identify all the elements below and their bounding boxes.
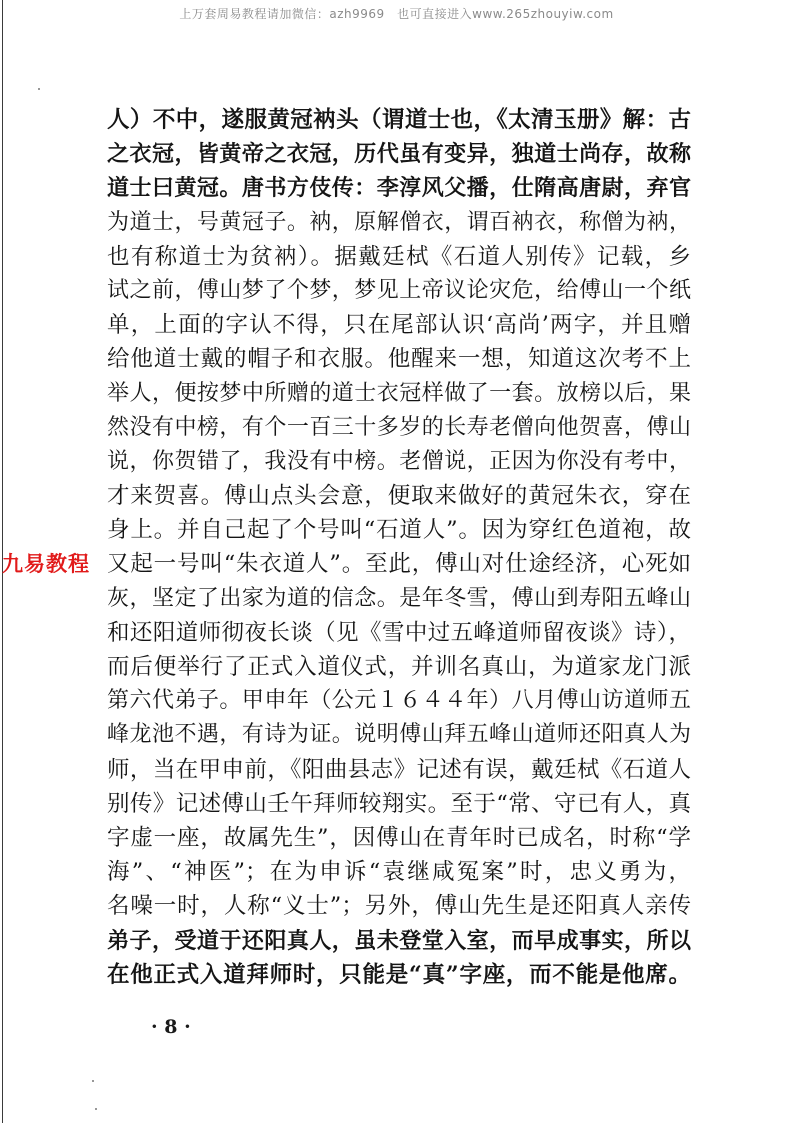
watermark-label: 九易教程	[2, 552, 90, 576]
text-line: 别传》记述傅山壬午拜师较翔实。至于“常、守已有人，真	[107, 790, 691, 817]
header-note: 上万套周易教程请加微信：azh9969 也可直接进入www.265zhouyiw.com	[179, 7, 614, 21]
text-line: 灰，坚定了出家为道的信念。是年冬雪，傅山到寿阳五峰山	[107, 585, 691, 611]
text-line: 峰龙池不遇，有诗为证。说明傅山拜五峰山道师还阳真人为	[107, 722, 691, 748]
text-line: 而后便举行了正式入道仪式，并训名真山，为道家龙门派	[107, 654, 691, 680]
text-line: 弟子，受道于还阳真人，虽未登堂入室，而早成事实，所以	[107, 927, 691, 954]
text-line: 也有称道士为贫衲）。据戴廷栻《石道人别传》记载，乡	[107, 243, 691, 270]
text-line: 才来贺喜。傅山点头会意，便取来做好的黄冠朱衣，穿在	[107, 483, 691, 510]
scan-speck	[95, 1108, 97, 1110]
text-line: 给他道士戴的帽子和衣服。他醒来一想，知道这次考不上	[107, 346, 691, 373]
text-line: 名噪一时，人称“义士”；另外，傅山先生是还阳真人亲传	[107, 893, 691, 920]
text-line: 单，上面的字认不得，只在尾部认识‘高尚’两字，并且赠	[107, 312, 691, 339]
text-line: 字虚一座，故属先生”，因傅山在青年时已成名，时称“学	[107, 824, 691, 851]
text-line: 海”、“神医”；在为申诉“袁继咸冤案”时，忠义勇为，	[107, 859, 691, 886]
text-line: 试之前，傅山梦了个梦，梦见上帝议论灾危，给傅山一个纸	[107, 277, 691, 303]
text-line: 说，你贺错了，我没有中榜。老僧说，正因为你没有考中，	[107, 448, 691, 474]
text-line: 身上。并自己起了个号叫“石道人”。因为穿红色道袍，故	[107, 517, 691, 544]
text-line: 又起一号叫“朱衣道人”。至此，傅山对仕途经济，心死如	[107, 551, 691, 578]
body-text	[107, 103, 691, 992]
text-line: 举人，便按梦中所赠的道士衣冠样做了一套。放榜以后，果	[107, 380, 691, 406]
text-line: 之衣冠，皆黄帝之衣冠，历代虽有变异，独道士尚存，故称	[107, 141, 691, 168]
page-number: · 8 ·	[151, 1016, 191, 1038]
text-line: 道士曰黄冠。唐书方伎传：李淳风父播，仕隋高唐尉，弃官	[107, 175, 691, 202]
text-line: 人）不中，遂服黄冠衲头（谓道士也，《太清玉册》解：古	[107, 107, 691, 133]
scan-speck	[92, 1080, 94, 1082]
text-line: 为道士，号黄冠子。衲，原解僧衣，谓百衲衣，称僧为衲，	[107, 209, 691, 235]
text-line: 第六代弟子。甲申年（公元１６４４年）八月傅山访道师五	[107, 688, 691, 714]
text-line: 然没有中榜，有个一百三十多岁的长寿老僧向他贺喜，傅山	[107, 414, 691, 440]
scan-speck	[38, 88, 40, 90]
text-line: 和还阳道师彻夜长谈（见《雪中过五峰道师留夜谈》诗），	[107, 619, 691, 646]
text-line: 在他正式入道拜师时，只能是“真”字座，而不能是他席。	[107, 961, 691, 988]
text-line: 师，当在甲申前，《阳曲县志》记述有误，戴廷栻《石道人	[107, 756, 691, 783]
